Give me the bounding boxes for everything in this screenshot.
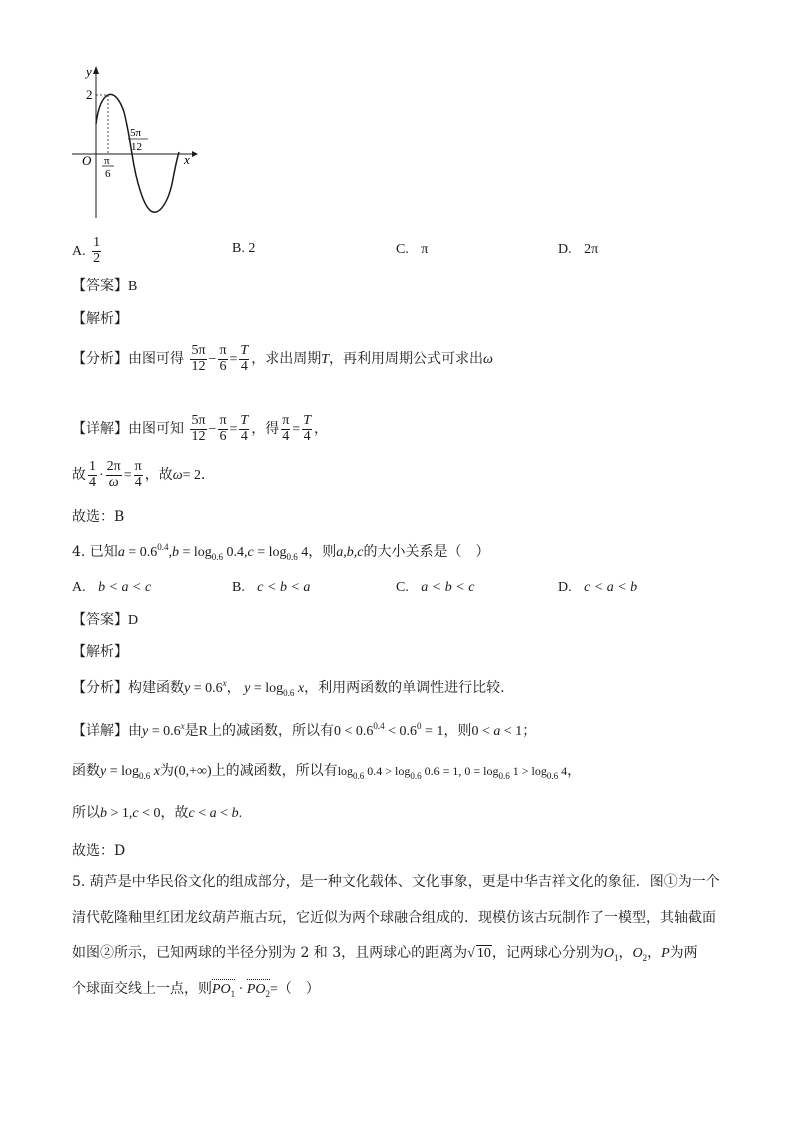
denominator: 4 <box>240 358 248 374</box>
frac-5pi-12 <box>190 344 206 374</box>
answer-tag: 【答案】 <box>72 278 128 294</box>
numerator: T <box>240 343 249 358</box>
text: =（ ） <box>270 982 320 997</box>
option-value: 2π <box>584 242 599 257</box>
xiangjie-tag: 【详解】 <box>72 723 128 739</box>
frac-T-4 <box>302 414 312 444</box>
fraction-one-half <box>92 236 101 266</box>
q4-fenxi-line: 【分析】构建函数$y = 0.6^x$， $y = \log_{0.6} x$，利用两函数的单调性进行比较. <box>72 678 505 698</box>
text: 函数 <box>72 763 100 779</box>
option-letter: C. <box>396 242 409 257</box>
denominator: 12 <box>191 428 206 444</box>
frac-pi-6 <box>218 414 227 444</box>
text: 是 <box>184 723 199 739</box>
q4-answer <box>72 609 138 629</box>
text: 4. 已知 <box>72 544 118 560</box>
text: = 2． <box>182 468 216 484</box>
denominator: 4 <box>282 428 290 444</box>
pi6-numerator: π <box>104 155 110 167</box>
var-O2: O <box>632 946 643 961</box>
var-omega: ω <box>483 352 493 368</box>
numerator: 5π <box>191 413 206 428</box>
denominator: 4 <box>134 474 142 490</box>
q3-option-c[interactable] <box>396 241 428 258</box>
option-value: a < b < c <box>421 580 475 595</box>
sqrt-value: 10 <box>476 946 491 961</box>
fenxi-tag: 【分析】 <box>72 680 128 696</box>
numerator: 2π <box>106 459 121 474</box>
text: 上的减函数，所以有 <box>211 763 338 779</box>
text: 由 <box>128 723 142 739</box>
text: ，求出周期 <box>251 351 322 368</box>
text: 为两 <box>669 945 698 961</box>
denominator: 4 <box>240 428 248 444</box>
vars: a,b,c <box>336 545 364 560</box>
q5-line2: 清代乾隆釉里红团龙纹葫芦瓶古玩，它近似为两个球融合组成的．现模仿该古玩制作了一模型，其轴截面 <box>72 910 716 926</box>
q3-option-b[interactable]: B. 2 <box>232 241 256 256</box>
frac-pi-6 <box>218 344 227 374</box>
q5-line1: 5. 葫芦是中华民俗文化的组成部分，是一种文化载体、文化事象，更是中华吉祥文化的象征．图①为一个 <box>72 874 720 890</box>
q3-option-d[interactable] <box>558 241 598 258</box>
y-axis-arrow <box>93 66 99 74</box>
text: 的大小关系是（ ） <box>363 544 490 560</box>
denominator: 4 <box>303 428 311 444</box>
option-letter: A. <box>72 580 86 595</box>
text: ，再利用周期公式可求出 <box>329 351 484 368</box>
q3-gu-line: 故 $\frac{1}{4}$ · $\frac{2\pi}{\omega}$ = $\frac{\pi}{4}$ ，故ω= 2． <box>72 459 216 490</box>
denominator: 4 <box>89 474 96 490</box>
q4-option-c[interactable] <box>396 579 474 596</box>
text: 个球面交线上一点，则 <box>72 981 212 997</box>
option-value: b < a < c <box>98 580 152 595</box>
numerator: T <box>240 413 249 428</box>
denominator: 12 <box>191 358 206 374</box>
origin-label: O <box>82 153 92 168</box>
q3-xiangjie-line: 【详解】由图可知 $\frac{5\pi}{12}$ − $\frac{\pi}{6}$ = $\frac{T}{4}$ ，得 $\frac{\pi}{4}$ = $\frac{T}{4}$ ， <box>72 413 328 444</box>
frac-pi-4 <box>134 460 143 490</box>
text: ，则 <box>443 723 472 739</box>
y-max-label: 2 <box>86 87 93 102</box>
numerator: 1 <box>89 459 96 474</box>
q5-line4: 个球面交线上一点，则$PO_1 \cdot PO_2=$（ ） <box>72 981 320 999</box>
answer-value: B <box>128 279 138 294</box>
q3-option-a[interactable] <box>72 236 103 266</box>
numerator: π <box>282 413 290 428</box>
text: ， <box>567 763 582 779</box>
q4-choose: 故选：D <box>72 843 126 859</box>
denominator: ω <box>108 474 119 490</box>
frac-1-4 <box>88 460 97 490</box>
numerator: π <box>219 413 227 428</box>
option-value: c < b < a <box>257 580 311 595</box>
answer-value: D <box>128 613 139 628</box>
text: ， <box>314 421 328 438</box>
var-P: P <box>661 946 670 961</box>
5pi12-numerator: 5π <box>130 127 142 139</box>
text: 所以 <box>72 805 100 821</box>
numerator: π <box>219 343 227 358</box>
q4-option-a[interactable] <box>72 579 151 596</box>
q5-line3: 如图②所示，已知两球的半径分别为 2 和 3，且两球心的距离为√ 10，记两球心分别为$O_1$，$O_2$，P为两 <box>72 945 698 963</box>
denominator: 6 <box>219 358 227 374</box>
frac-5pi-12 <box>190 414 206 444</box>
q4-analysis-tag: 【解析】 <box>72 644 128 660</box>
text: 上的减函数，所以有 <box>207 723 334 739</box>
text: ，利用两函数的单调性进行比较. <box>304 680 505 696</box>
var-omega: ω <box>172 468 183 484</box>
q3-analysis-tag: 【解析】 <box>72 311 128 327</box>
y-axis-label: y <box>86 64 92 79</box>
q4-line2: 函数$y = \log_{0.6} x$为(0,+∞)上的减函数，所以有$\log_{0.6} 0.4 > \log_{0.6} 0.6 = 1$, $0 = \log_{0.6} 1 > \log_{0.6} 4$， <box>72 763 582 781</box>
text: . <box>238 806 243 821</box>
text: ，故 <box>160 805 189 821</box>
text: 故 <box>72 467 86 484</box>
numerator: 1 <box>93 235 101 250</box>
denominator: 2 <box>93 250 101 266</box>
frac-pi-4 <box>281 414 290 444</box>
frac-T-4 <box>239 344 249 374</box>
text: ，则 <box>308 544 337 560</box>
frac-T-4 <box>239 414 249 444</box>
var-T: T <box>321 352 330 368</box>
option-letter: B. <box>232 580 245 595</box>
x-axis-label: x <box>184 152 190 167</box>
set-R: R <box>198 724 208 739</box>
option-letter: A. <box>72 244 86 260</box>
sine-curve <box>96 94 179 212</box>
pi6-denominator: 6 <box>105 168 111 180</box>
var-O1: O <box>603 946 614 961</box>
q4-option-d[interactable] <box>558 579 637 596</box>
fenxi-tag: 【分析】 <box>72 351 128 368</box>
x-axis-arrow <box>192 151 198 157</box>
option-value: c < a < b <box>584 580 638 595</box>
numerator: 5π <box>191 343 206 358</box>
numerator: π <box>134 459 142 474</box>
text: 由图可知 <box>128 421 184 438</box>
q4-stem: 4. 已知$a = 0.6^{0.4},b = \log_{0.6} 0.4,c = \log_{0.6} 4$，则a,b,c的大小关系是（ ） <box>72 542 490 562</box>
denominator: 6 <box>219 428 227 444</box>
option-value: π <box>421 242 429 257</box>
q4-line3: 所以b > 1,c < 0，故c < a < b. <box>72 805 243 821</box>
text: ； <box>522 723 537 739</box>
text: ，得 <box>251 421 280 438</box>
text: 构建函数 <box>128 680 184 696</box>
text: 由图可得 <box>128 351 184 368</box>
text: 为 <box>159 763 174 779</box>
q4-xiangjie-line: 【详解】由$y = 0.6^x$是R上的减函数，所以有$0 < 0.6^{0.4} < 0.6^0 = 1$，则0 < a < 1； <box>72 721 537 739</box>
q4-option-b[interactable] <box>232 579 310 596</box>
option-letter: D. <box>558 580 572 595</box>
text: 如图②所示，已知两球的半径分别为 2 和 3，且两球心的距离为 <box>72 945 468 961</box>
sine-graph <box>60 60 210 230</box>
interval: (0,+∞) <box>173 764 212 779</box>
q3-choose: 故选：B <box>72 509 125 525</box>
answer-tag: 【答案】 <box>72 612 128 628</box>
q3-fenxi-line: 【分析】由图可得 $\frac{5\pi}{12}$ − $\frac{\pi}{6}$ = $\frac{T}{4}$ ，求出周期T，再利用周期公式可求出ω <box>72 343 493 374</box>
5pi12-denominator: 12 <box>131 141 142 153</box>
text: ，记两球心分别为 <box>491 945 604 961</box>
q3-answer <box>72 275 137 295</box>
frac-2pi-omega <box>106 460 122 490</box>
option-letter: D. <box>558 242 572 257</box>
text: ，故 <box>144 467 173 484</box>
option-letter: C. <box>396 580 409 595</box>
numerator: T <box>303 413 311 428</box>
xiangjie-tag: 【详解】 <box>72 421 128 438</box>
